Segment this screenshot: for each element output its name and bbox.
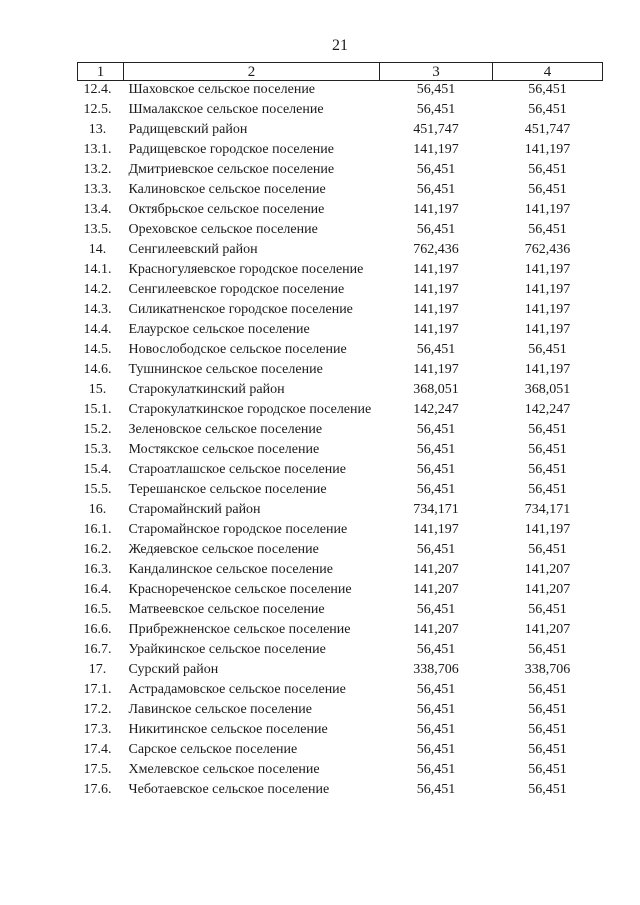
table-row [78,680,603,700]
row-number: 12.4. [83,82,112,97]
row-number: 14.5. [83,342,112,357]
row-number: 16.7. [83,642,112,657]
row-name: Радищевское городское поселение [128,142,334,157]
row-value-col3: 56,451 [416,162,456,177]
table-row [78,700,603,720]
row-name: Урайкинское сельское поселение [128,642,326,657]
row-value-col3: 142,247 [413,402,459,417]
row-value-col4: 56,451 [528,642,567,657]
row-value-col3: 56,451 [416,602,456,617]
row-value-col4: 141,197 [524,282,571,297]
row-value-col4: 734,171 [524,502,571,517]
row-value-col4: 56,451 [528,542,567,557]
row-value-col4: 56,451 [528,482,567,497]
row-value-col3: 762,436 [413,242,459,257]
row-number: 17.4. [83,742,112,757]
row-number: 15.2. [83,422,112,437]
row-number: 16. [88,502,107,517]
row-name: Елаурское сельское поселение [128,322,310,337]
row-number: 14. [88,242,107,257]
row-name: Зеленовское сельское поселение [128,422,323,437]
row-value-col3: 368,051 [413,382,459,397]
row-value-col4: 56,451 [528,682,567,697]
row-value-col3: 141,207 [413,562,459,577]
row-value-col4: 56,451 [528,722,567,737]
row-number: 15.1. [83,402,112,417]
row-value-col3: 734,171 [413,502,459,517]
row-name: Сарское сельское поселение [128,742,298,757]
table-row [78,220,603,240]
table-row [78,480,603,500]
row-name: Старомайнское городское поселение [128,522,348,537]
table-header-row [78,63,603,81]
row-name: Дмитриевское сельское поселение [128,162,335,177]
row-value-col4: 142,247 [524,402,571,417]
table-row [78,280,603,300]
row-number: 13.4. [83,202,112,217]
row-name: Матвеевское сельское поселение [128,602,325,617]
row-number: 12.5. [83,102,112,117]
row-number: 14.2. [83,282,112,297]
row-number: 16.3. [83,562,112,577]
column-header: 1 [78,63,124,81]
row-value-col4: 56,451 [528,762,567,777]
row-number: 14.1. [83,262,112,277]
row-value-col3: 141,197 [413,282,459,297]
row-value-col4: 56,451 [528,702,567,717]
row-name: Ореховское сельское поселение [128,222,318,237]
row-value-col4: 56,451 [528,742,567,757]
row-value-col4: 56,451 [528,342,567,357]
row-name: Никитинское сельское поселение [128,722,328,737]
row-value-col3: 56,451 [416,542,456,557]
row-number: 13.1. [83,142,112,157]
row-number: 13.5. [83,222,112,237]
row-number: 17.1. [83,682,112,697]
table-row [78,600,603,620]
table-row [78,580,603,600]
row-number: 16.4. [83,582,112,597]
row-number: 14.3. [83,302,112,317]
row-name: Кандалинское сельское поселение [128,562,333,577]
table-row [78,780,603,800]
row-value-col3: 56,451 [416,642,456,657]
row-name: Тушнинское сельское поселение [128,362,323,377]
row-number: 16.5. [83,602,112,617]
column-header: 4 [493,63,603,81]
row-name: Октябрьское сельское поселение [128,202,325,217]
row-name: Терешанское сельское поселение [128,482,327,497]
row-name: Красногуляевское городское поселение [128,262,364,277]
row-number: 16.6. [83,622,112,637]
table-row [78,200,603,220]
table-row [78,100,603,120]
row-value-col4: 141,207 [524,622,571,637]
table-row [78,81,603,101]
row-value-col3: 56,451 [416,182,456,197]
row-value-col3: 56,451 [416,462,456,477]
row-name: Сенгилеевское городское поселение [128,282,345,297]
table-row [78,400,603,420]
row-value-col3: 141,197 [413,202,459,217]
row-number: 17.5. [83,762,112,777]
row-value-col3: 56,451 [416,222,456,237]
row-name: Новослободское сельское поселение [128,342,347,357]
table-row [78,640,603,660]
row-value-col3: 56,451 [416,682,456,697]
row-value-col4: 56,451 [528,182,567,197]
row-value-col3: 141,197 [413,362,459,377]
table-row [78,520,603,540]
row-value-col4: 368,051 [524,382,571,397]
column-header: 2 [124,63,380,81]
row-number: 16.2. [83,542,112,557]
row-value-col3: 56,451 [416,442,456,457]
allocation-table [77,62,603,800]
row-value-col4: 141,197 [524,322,571,337]
table-row [78,260,603,280]
row-value-col3: 56,451 [416,702,456,717]
table-row [78,340,603,360]
row-name: Радищевский район [128,122,248,137]
table-row [78,500,603,520]
row-number: 14.4. [83,322,112,337]
row-name: Староатлашское сельское поселение [128,462,346,477]
row-value-col3: 141,197 [413,322,459,337]
row-number: 16.1. [83,522,112,537]
row-value-col3: 141,197 [413,142,459,157]
table-row [78,620,603,640]
table-body [78,81,603,801]
row-value-col3: 56,451 [416,782,456,797]
row-name: Хмелевское сельское поселение [128,762,320,777]
row-value-col4: 56,451 [528,102,567,117]
row-name: Старомайнский район [128,502,261,517]
row-name: Шмалакское сельское поселение [128,102,324,117]
table-row [78,320,603,340]
table-row [78,140,603,160]
table-row [78,540,603,560]
table-row [78,240,603,260]
row-value-col4: 762,436 [524,242,571,257]
row-value-col4: 141,197 [524,142,571,157]
row-value-col4: 56,451 [528,442,567,457]
row-name: Прибрежненское сельское поселение [128,622,351,637]
row-value-col3: 56,451 [416,422,456,437]
row-number: 17. [88,662,107,677]
row-value-col3: 56,451 [416,342,456,357]
row-name: Астрадамовское сельское поселение [128,682,346,697]
table-row [78,560,603,580]
row-value-col4: 56,451 [528,222,567,237]
table-row [78,460,603,480]
row-name: Старокулаткинское городское поселение [128,402,372,417]
row-value-col4: 56,451 [528,602,567,617]
table-row [78,300,603,320]
row-number: 13. [88,122,107,137]
row-value-col3: 56,451 [416,762,456,777]
row-value-col4: 451,747 [524,122,571,137]
row-name: Шаховское сельское поселение [128,82,316,97]
row-value-col4: 141,197 [524,522,571,537]
row-value-col4: 56,451 [528,162,567,177]
row-value-col4: 56,451 [528,782,567,797]
row-number: 15.5. [83,482,112,497]
row-value-col4: 141,197 [524,202,571,217]
row-value-col3: 141,207 [413,622,459,637]
row-name: Чеботаевское сельское поселение [128,782,330,797]
row-number: 17.2. [83,702,112,717]
row-number: 15.3. [83,442,112,457]
row-number: 17.6. [83,782,112,797]
row-name: Жедяевское сельское поселение [128,542,319,557]
row-value-col3: 451,747 [413,122,459,137]
table-row [78,760,603,780]
row-value-col3: 56,451 [416,722,456,737]
table-row [78,740,603,760]
table-row [78,360,603,380]
row-value-col3: 56,451 [416,482,456,497]
row-name: Старокулаткинский район [128,382,285,397]
row-number: 13.3. [83,182,112,197]
row-value-col3: 56,451 [416,742,456,757]
row-name: Лавинское сельское поселение [128,702,312,717]
table-row [78,120,603,140]
table-row [78,720,603,740]
table-row [78,180,603,200]
row-value-col3: 338,706 [413,662,459,677]
column-header: 3 [380,63,493,81]
row-value-col4: 141,207 [524,582,571,597]
row-value-col3: 141,197 [413,262,459,277]
row-value-col3: 56,451 [416,82,456,97]
row-value-col4: 141,197 [524,302,571,317]
row-number: 14.6. [83,362,112,377]
row-value-col4: 56,451 [528,462,567,477]
page-number: 21 [332,37,348,54]
row-value-col3: 141,197 [413,522,459,537]
row-name: Краснореченское сельское поселение [128,582,352,597]
table-row [78,380,603,400]
table-row [78,420,603,440]
row-value-col4: 338,706 [524,662,571,677]
row-value-col4: 141,197 [524,362,571,377]
row-value-col4: 56,451 [528,422,567,437]
row-value-col4: 141,207 [524,562,571,577]
row-number: 15.4. [83,462,112,477]
row-number: 13.2. [83,162,112,177]
row-name: Мостякское сельское поселение [128,442,320,457]
table-row [78,660,603,680]
table-row [78,160,603,180]
row-number: 17.3. [83,722,112,737]
row-value-col4: 56,451 [528,82,567,97]
row-name: Силикатненское городское поселение [128,302,353,317]
row-value-col3: 141,207 [413,582,459,597]
row-name: Сенгилеевский район [128,242,258,257]
row-name: Сурский район [128,662,219,677]
row-value-col4: 141,197 [524,262,571,277]
row-value-col3: 141,197 [413,302,459,317]
row-name: Калиновское сельское поселение [128,182,326,197]
table-row [78,440,603,460]
row-value-col3: 56,451 [416,102,456,117]
row-number: 15. [88,382,107,397]
